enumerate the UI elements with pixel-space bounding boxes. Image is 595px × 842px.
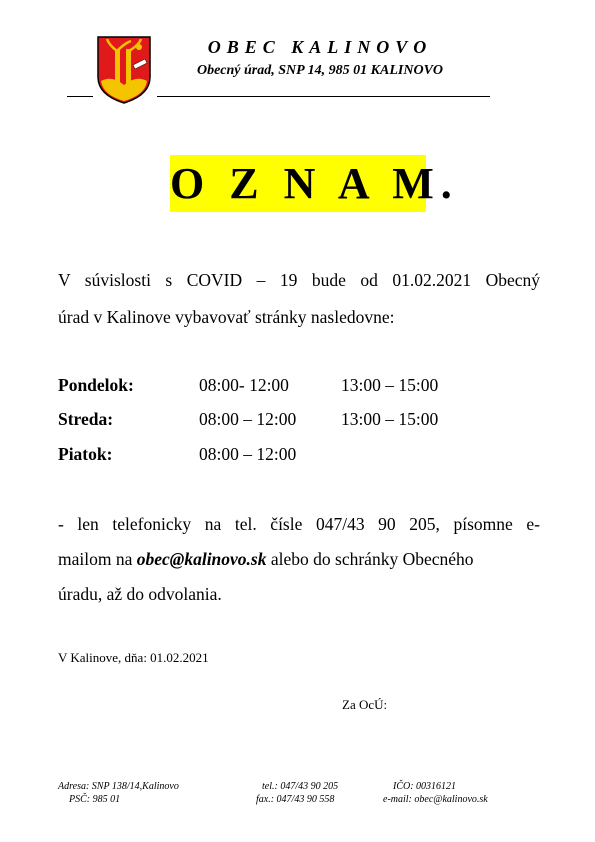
- org-name: OBEC KALINOVO: [207, 37, 433, 57]
- morning-hours: 08:00- 12:00: [199, 375, 289, 395]
- intro-line-2: úrad v Kalinove vybavovať stránky nasledovne:: [58, 307, 395, 327]
- day-label: Piatok:: [58, 444, 113, 464]
- footer-ico: IČO: 00316121: [393, 781, 457, 792]
- note-line-3: úradu, až do odvolania.: [58, 584, 222, 604]
- email-link[interactable]: obec@kalinovo.sk: [136, 549, 267, 569]
- afternoon-hours: 13:00 – 15:00: [341, 375, 439, 395]
- place-date: V Kalinove, dňa: 01.02.2021: [58, 650, 209, 665]
- notice-title: O Z N A M.: [170, 155, 426, 212]
- day-label: Pondelok:: [58, 375, 134, 395]
- coat-of-arms-logo: [95, 35, 153, 105]
- intro-line-1: V súvislosti s COVID – 19 bude od 01.02.2021 Obecný: [58, 270, 540, 290]
- signature-label: Za OcÚ:: [342, 697, 388, 712]
- afternoon-hours: 13:00 – 15:00: [341, 409, 439, 429]
- note-line-2-suffix: alebo do schránky Obecného: [266, 549, 474, 569]
- header-rule-left: [67, 96, 93, 97]
- footer-phone: tel.: 047/43 90 205: [262, 781, 339, 792]
- morning-hours: 08:00 – 12:00: [199, 444, 297, 464]
- footer-fax: fax.: 047/43 90 558: [256, 794, 335, 805]
- org-address: Obecný úrad, SNP 14, 985 01 KALINOVO: [196, 63, 444, 78]
- note-line-2-prefix: mailom na: [58, 549, 137, 569]
- footer-email: e-mail: obec@kalinovo.sk: [383, 794, 488, 805]
- header-rule-right: [157, 96, 490, 97]
- morning-hours: 08:00 – 12:00: [199, 409, 297, 429]
- note-line-2: [58, 549, 474, 569]
- note-line-1: - len telefonicky na tel. čísle 047/43 90 205, písomne e-: [58, 514, 540, 534]
- day-label: Streda:: [58, 409, 114, 429]
- footer-postal-code: PSČ: 985 01: [69, 794, 121, 805]
- footer-address: Adresa: SNP 138/14,Kalinovo: [58, 781, 179, 792]
